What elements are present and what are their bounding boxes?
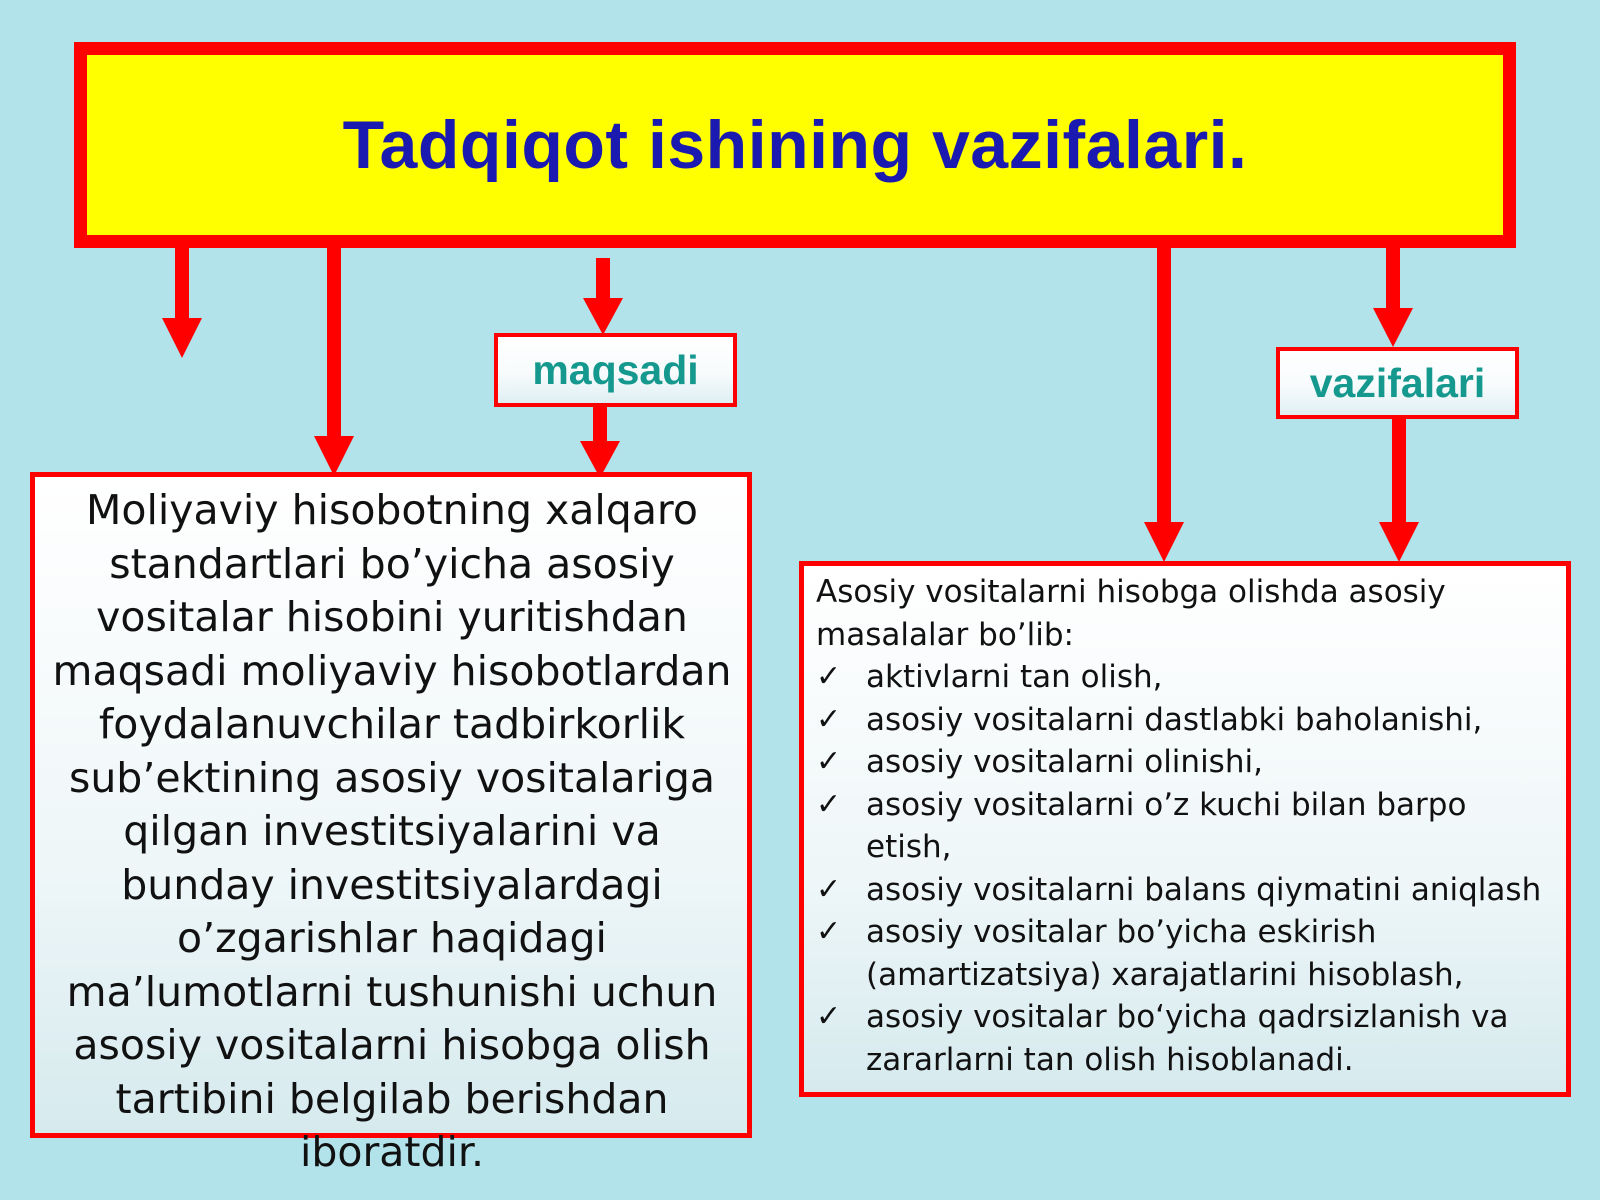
vazifalari-label: vazifalari xyxy=(1309,359,1486,406)
arrow-6-head xyxy=(1373,308,1413,347)
task-item xyxy=(816,784,1556,869)
checkmark-icon: ✓ xyxy=(816,914,842,949)
page-title: Tadqiqot ishining vazifalari. xyxy=(342,107,1248,183)
tasks-intro: Asosiy vositalarni hisobga olishda asosiy masalalar bo’lib: xyxy=(816,574,1446,653)
task-item xyxy=(816,869,1556,912)
task-list xyxy=(816,656,1556,1081)
task-item xyxy=(816,741,1556,784)
task-item xyxy=(816,656,1556,699)
task-item xyxy=(816,699,1556,742)
arrow-3-shaft xyxy=(596,258,610,300)
arrow-5-shaft xyxy=(1157,248,1171,524)
arrow-1-shaft xyxy=(175,248,189,320)
task-item-text: asosiy vositalarni o’z kuchi bilan barpo etish, xyxy=(866,786,1467,865)
goal-text: Moliyaviy hisobotning xalqaro standartlari bo’yicha asosiy vositalar hisobini yuritishdan maqsadi moliyaviy hisobotlardan foydalanuvchilar tadbirkorlik sub’ektining asosiy vositalariga qilgan investitsiyalarini va bunday investitsiyalardagi o’zgarishlar haqidagi ma’lumotlarni tushunishi uchun asosiy vositalarni hisobga olish tartibini belgilab berishdan iboratdir. xyxy=(52,486,732,1176)
arrow-1-head xyxy=(162,318,202,358)
arrow-3-head xyxy=(583,298,623,335)
arrow-2-head xyxy=(314,436,354,476)
maqsadi-label-box xyxy=(494,333,737,407)
task-item-text: asosiy vositalar bo’yicha eskirish (amartizatsiya) xarajatlarini hisoblash, xyxy=(866,914,1464,993)
checkmark-icon: ✓ xyxy=(816,744,842,779)
arrow-6-shaft xyxy=(1386,248,1400,310)
arrow-2-shaft xyxy=(327,248,341,438)
checkmark-icon: ✓ xyxy=(816,786,842,822)
arrow-4-shaft xyxy=(593,407,607,443)
task-item-text: aktivlarni tan olish, xyxy=(866,659,1163,695)
task-item xyxy=(816,996,1556,1081)
task-item-text: asosiy vositalarni olinishi, xyxy=(866,744,1263,780)
checkmark-icon: ✓ xyxy=(816,701,842,737)
checkmark-icon: ✓ xyxy=(816,871,842,907)
checkmark-icon: ✓ xyxy=(816,999,842,1034)
arrow-7-head xyxy=(1379,522,1419,562)
task-item-text: asosiy vositalarni dastlabki baholanishi, xyxy=(866,701,1483,738)
task-item-text: asosiy vositalarni balans qiymatini aniqlash xyxy=(866,871,1542,908)
task-item-text: asosiy vositalar bo‘yicha qadrsizlanish va zararlarni tan olish hisoblanadi. xyxy=(866,999,1509,1078)
arrow-7-shaft xyxy=(1392,419,1406,524)
arrow-5-head xyxy=(1144,522,1184,562)
task-item xyxy=(816,911,1556,996)
checkmark-icon: ✓ xyxy=(816,659,842,694)
maqsadi-label: maqsadi xyxy=(532,346,699,393)
vazifalari-label-box xyxy=(1276,347,1519,419)
